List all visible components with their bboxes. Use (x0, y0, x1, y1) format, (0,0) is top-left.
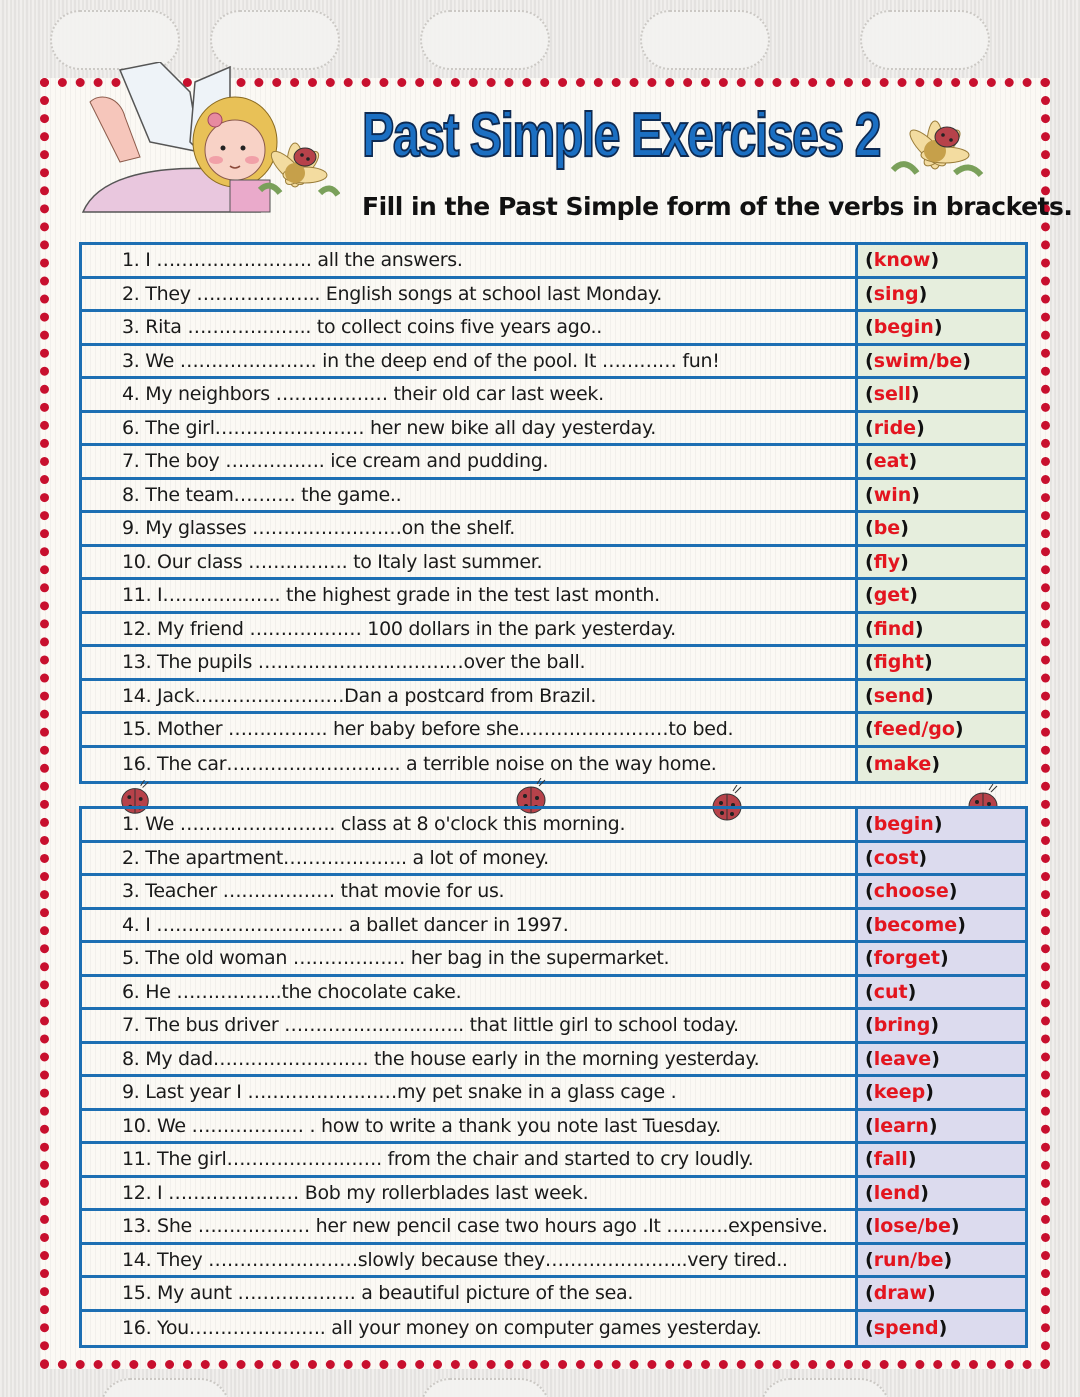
verb-hint: ( begin ) (858, 809, 1025, 840)
table-row (82, 480, 1025, 514)
table-row (82, 977, 1025, 1011)
sentence-text: 2. The apartment……………….. a lot of money. (82, 843, 858, 874)
table-row (82, 547, 1025, 581)
verb-hint: ( leave ) (858, 1044, 1025, 1075)
verb-hint: ( cut ) (858, 977, 1025, 1008)
verb-hint: ( begin ) (858, 312, 1025, 343)
table-row (82, 1077, 1025, 1111)
verb-hint: ( cost ) (858, 843, 1025, 874)
verb-hint: ( be ) (858, 513, 1025, 544)
verb-hint: ( lose/be ) (858, 1211, 1025, 1242)
verb-hint: ( sing ) (858, 279, 1025, 310)
verb-hint: ( ride ) (858, 413, 1025, 444)
verb-hint: ( win ) (858, 480, 1025, 511)
sentence-text: 4. I ………………………… a ballet dancer in 1997. (82, 910, 858, 941)
sentence-text: 16. The car………………………. a terrible noise on the way home. (82, 748, 858, 782)
table-row (82, 279, 1025, 313)
sentence-text: 11. The girl……………………. from the chair and started to cry loudly. (82, 1144, 858, 1175)
sentence-text: 7. The boy ……………. ice cream and pudding. (82, 446, 858, 477)
verb-hint: ( forget ) (858, 943, 1025, 974)
sentence-text: 6. He ……………..the chocolate cake. (82, 977, 858, 1008)
exercise-table-part1 (79, 242, 1028, 784)
table-row (82, 1245, 1025, 1279)
sentence-text: 13. She ……………… her new pencil case two hours ago .It ……….expensive. (82, 1211, 858, 1242)
table-row (82, 809, 1025, 843)
cloud-decoration (100, 1378, 230, 1397)
sentence-text: 1. We ……………………. class at 8 o'clock this morning. (82, 809, 858, 840)
table-row (82, 647, 1025, 681)
sentence-text: 3. Teacher ……………… that movie for us. (82, 876, 858, 907)
table-row (82, 614, 1025, 648)
verb-hint: ( feed/go ) (858, 714, 1025, 745)
cloud-decoration (210, 10, 340, 70)
verb-hint: ( find ) (858, 614, 1025, 645)
table-row (82, 943, 1025, 977)
sentence-text: 7. The bus driver ……………………….. that little girl to school today. (82, 1010, 858, 1041)
verb-hint: ( draw ) (858, 1278, 1025, 1309)
verb-hint: ( fly ) (858, 547, 1025, 578)
verb-hint: ( choose ) (858, 876, 1025, 907)
table-row (82, 681, 1025, 715)
sentence-text: 10. Our class ……………. to Italy last summer. (82, 547, 858, 578)
table-row (82, 1010, 1025, 1044)
table-row (82, 446, 1025, 480)
sentence-text: 15. My aunt ………………. a beautiful picture of the sea. (82, 1278, 858, 1309)
verb-hint: ( keep ) (858, 1077, 1025, 1108)
table-row (82, 346, 1025, 380)
cloud-decoration (50, 10, 180, 70)
table-row (82, 312, 1025, 346)
sentence-text: 8. My dad……………………. the house early in the morning yesterday. (82, 1044, 858, 1075)
cloud-decoration (860, 10, 990, 70)
sentence-text: 11. I………………. the highest grade in the test last month. (82, 580, 858, 611)
table-row (82, 413, 1025, 447)
sentence-text: 5. The old woman ……………… her bag in the supermarket. (82, 943, 858, 974)
verb-hint: ( spend ) (858, 1312, 1025, 1346)
table-row (82, 1044, 1025, 1078)
verb-hint: ( learn ) (858, 1111, 1025, 1142)
sentence-text: 1. I ……………………. all the answers. (82, 245, 858, 276)
verb-hint: ( become ) (858, 910, 1025, 941)
table-row (82, 1278, 1025, 1312)
sentence-text: 3. We …………………. in the deep end of the pool. It ………… fun! (82, 346, 858, 377)
verb-hint: ( eat ) (858, 446, 1025, 477)
table-row (82, 1111, 1025, 1145)
table-row (82, 379, 1025, 413)
sentence-text: 9. Last year I ……………………my pet snake in a glass cage . (82, 1077, 858, 1108)
sentence-text: 6. The girl…………………… her new bike all day yesterday. (82, 413, 858, 444)
daisy-with-ladybug-icon (250, 135, 340, 205)
table-row (82, 1211, 1025, 1245)
table-row (82, 1144, 1025, 1178)
cloud-decoration (420, 10, 550, 70)
sentence-text: 16. You…………………. all your money on computer games yesterday. (82, 1312, 858, 1346)
sentence-text: 12. I ………………… Bob my rollerblades last week. (82, 1178, 858, 1209)
daisy-with-ladybug-icon (885, 115, 985, 185)
sentence-text: 9. My glasses ……………………on the shelf. (82, 513, 858, 544)
sentence-text: 8. The team………. the game.. (82, 480, 858, 511)
cloud-decoration (760, 1378, 890, 1397)
page-title: Past Simple Exercises 2 (362, 101, 880, 170)
instructions: Fill in the Past Simple form of the verbs in brackets. (362, 192, 1073, 221)
table-row (82, 245, 1025, 279)
table-row (82, 580, 1025, 614)
sentence-text: 12. My friend ……………… 100 dollars in the park yesterday. (82, 614, 858, 645)
table-row (82, 513, 1025, 547)
sentence-text: 4. My neighbors ……………… their old car last week. (82, 379, 858, 410)
sentence-text: 14. They ……………………slowly because they…………………..very tired.. (82, 1245, 858, 1276)
verb-hint: ( lend ) (858, 1178, 1025, 1209)
verb-hint: ( get ) (858, 580, 1025, 611)
verb-hint: ( send ) (858, 681, 1025, 712)
verb-hint: ( swim/be ) (858, 346, 1025, 377)
verb-hint: ( know ) (858, 245, 1025, 276)
table-row (82, 1312, 1025, 1346)
table-row (82, 843, 1025, 877)
sentence-text: 14. Jack……………………Dan a postcard from Brazil. (82, 681, 858, 712)
sentence-text: 13. The pupils ……………………………over the ball. (82, 647, 858, 678)
table-row (82, 748, 1025, 782)
cloud-decoration (640, 10, 770, 70)
verb-hint: ( fight ) (858, 647, 1025, 678)
verb-hint: ( bring ) (858, 1010, 1025, 1041)
sentence-text: 2. They ……………….. English songs at school last Monday. (82, 279, 858, 310)
table-row (82, 714, 1025, 748)
sentence-text: 3. Rita ……………….. to collect coins five years ago.. (82, 312, 858, 343)
table-row (82, 1178, 1025, 1212)
table-row (82, 876, 1025, 910)
verb-hint: ( fall ) (858, 1144, 1025, 1175)
sentence-text: 15. Mother ……………. her baby before she……………………to bed. (82, 714, 858, 745)
verb-hint: ( sell ) (858, 379, 1025, 410)
verb-hint: ( make ) (858, 748, 1025, 782)
cloud-decoration (420, 1378, 550, 1397)
sentence-text: 10. We ……………… . how to write a thank you note last Tuesday. (82, 1111, 858, 1142)
table-row (82, 910, 1025, 944)
exercise-table-part2 (79, 806, 1028, 1348)
verb-hint: ( run/be ) (858, 1245, 1025, 1276)
